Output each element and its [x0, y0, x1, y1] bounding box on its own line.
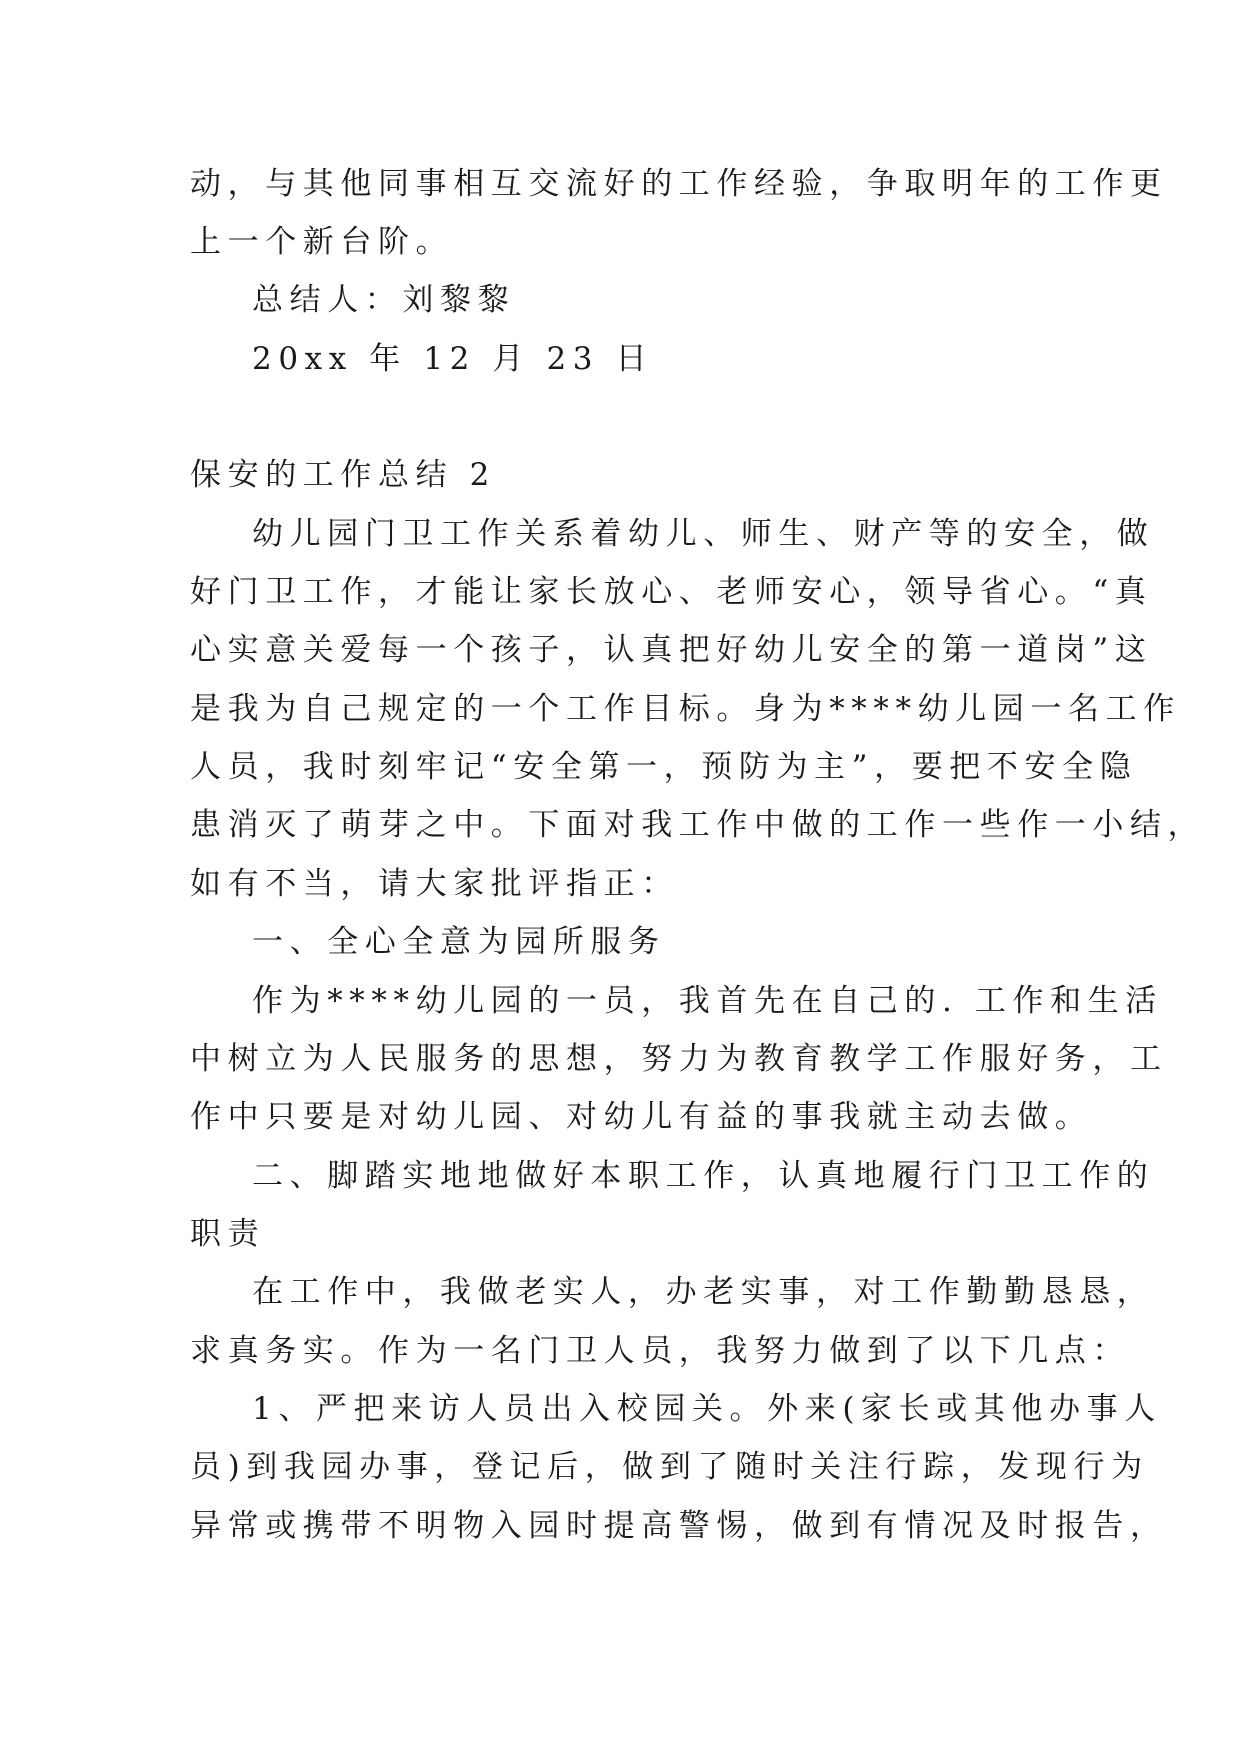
paragraph-line: 求真务实。作为一名门卫人员，我努力做到了以下几点： — [190, 1333, 1130, 1369]
paragraph-line: 患消灭了萌芽之中。下面对我工作中做的工作一些作一小结， — [190, 807, 1206, 843]
paragraph-line: 人员，我时刻牢记“安全第一，预防为主”，要把不安全隐 — [190, 749, 1138, 785]
section-heading: 一、全心全意为园所服务 — [252, 924, 666, 960]
date-line: 20xx 年 12 月 23 日 — [252, 341, 654, 377]
section-heading: 职责 — [190, 1216, 266, 1252]
paragraph-line: 动，与其他同事相互交流好的工作经验，争取明年的工作更 — [190, 166, 1168, 202]
list-item: 1、严把来访人员出入校园关。外来(家长或其他办事人 — [252, 1391, 1162, 1427]
paragraph-line: 心实意关爱每一个孩子，认真把好幼儿安全的第一道岗”这 — [190, 632, 1153, 668]
paragraph-line: 中树立为人民服务的思想，努力为教育教学工作服好务，工 — [190, 1041, 1168, 1077]
paragraph-line: 异常或携带不明物入园时提高警惕，做到有情况及时报告， — [190, 1508, 1168, 1544]
paragraph-line: 作为****幼儿园的一员，我首先在自己的. 工作和生活 — [252, 983, 1163, 1019]
paragraph-line: 员)到我园办事，登记后，做到了随时关注行踪，发现行为 — [190, 1449, 1149, 1485]
paragraph-line: 幼儿园门卫工作关系着幼儿、师生、财产等的安全，做 — [252, 516, 1155, 552]
paragraph-line: 好门卫工作，才能让家长放心、老师安心，领导省心。“真 — [190, 574, 1153, 610]
signature-line: 总结人：刘黎黎 — [252, 282, 516, 318]
paragraph-line: 上一个新台阶。 — [190, 224, 454, 260]
paragraph-line: 在工作中，我做老实人，办老实事，对工作勤勤恳恳， — [252, 1274, 1155, 1310]
section-heading: 二、脚踏实地地做好本职工作，认真地履行门卫工作的 — [252, 1158, 1155, 1194]
paragraph-line: 如有不当，请大家批评指正： — [190, 866, 679, 902]
section-title: 保安的工作总结 2 — [190, 457, 496, 493]
paragraph-line: 作中只要是对幼儿园、对幼儿有益的事我就主动去做。 — [190, 1099, 1093, 1135]
paragraph-line: 是我为自己规定的一个工作目标。身为****幼儿园一名工作 — [190, 691, 1181, 727]
